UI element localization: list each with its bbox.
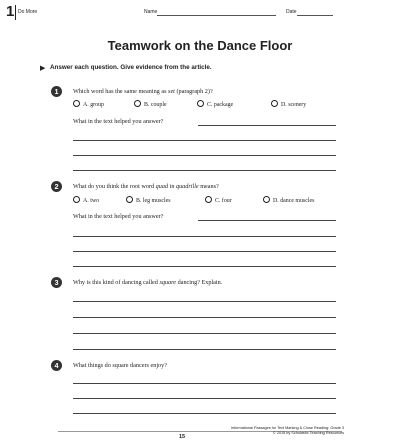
radio-button-icon: [263, 196, 270, 203]
answer-option-a[interactable]: A. two: [73, 196, 99, 206]
question-text: What do you think the root word quad in quadrille means?: [73, 183, 219, 190]
answer-option-b[interactable]: B. leg muscles: [126, 196, 171, 206]
page-title: Teamwork on the Dance Floor: [107, 38, 293, 53]
question-text: Why is this kind of dancing called square dancing? Explain.: [73, 279, 223, 286]
question-number-badge: 1: [51, 86, 62, 97]
name-field[interactable]: [157, 15, 276, 16]
question-number-badge: 2: [51, 181, 62, 192]
answer-option-b[interactable]: B. couple: [134, 100, 167, 110]
radio-button-icon: [126, 196, 133, 203]
followup-prompt: What in the text helped you answer?: [73, 118, 164, 125]
unit-number: 1: [6, 3, 15, 20]
answer-option-d[interactable]: D. dance muscles: [263, 196, 314, 206]
radio-button-icon: [134, 100, 141, 107]
answer-line[interactable]: [73, 236, 336, 237]
answer-option-d[interactable]: D. scenery: [271, 100, 306, 110]
question-text: Which word has the same meaning as set (paragraph 2)?: [73, 88, 213, 95]
answer-line[interactable]: [73, 301, 336, 302]
radio-button-icon: [73, 196, 80, 203]
answer-line[interactable]: [73, 333, 336, 334]
unit-label: Do More: [18, 9, 38, 15]
unit-divider: [15, 5, 16, 20]
followup-prompt: What in the text helped you answer?: [73, 213, 164, 220]
answer-line[interactable]: [198, 125, 336, 126]
name-label: Name: [144, 9, 158, 15]
instructions: Answer each question. Give evidence from the article.: [50, 64, 212, 71]
radio-button-icon: [205, 196, 212, 203]
answer-option-c[interactable]: C. four: [205, 196, 232, 206]
question-text: What things do square dancers enjoy?: [73, 362, 167, 369]
answer-line[interactable]: [73, 251, 336, 252]
answer-line[interactable]: [73, 317, 336, 318]
radio-button-icon: [73, 100, 80, 107]
footer-credit: Informational Passages for Text Marking & Close Reading: Grade 3 © 2015 by Scholastic Teaching Resources: [230, 426, 344, 435]
answer-line[interactable]: [73, 170, 336, 171]
answer-line[interactable]: [73, 413, 336, 414]
answer-line[interactable]: [73, 266, 336, 267]
question-number-badge: 4: [51, 360, 62, 371]
date-label: Date: [286, 9, 297, 15]
answer-line[interactable]: [73, 140, 336, 141]
date-field[interactable]: [297, 15, 333, 16]
answer-line[interactable]: [73, 383, 336, 384]
answer-line[interactable]: [73, 349, 336, 350]
answer-option-c[interactable]: C. package: [197, 100, 233, 110]
answer-line[interactable]: [73, 398, 336, 399]
arrow-icon: ▶: [40, 65, 46, 72]
answer-line[interactable]: [198, 220, 336, 221]
answer-option-a[interactable]: A. group: [73, 100, 104, 110]
radio-button-icon: [197, 100, 204, 107]
question-number-badge: 3: [51, 277, 62, 288]
answer-line[interactable]: [73, 155, 336, 156]
page-number: 15: [178, 434, 186, 440]
radio-button-icon: [271, 100, 278, 107]
